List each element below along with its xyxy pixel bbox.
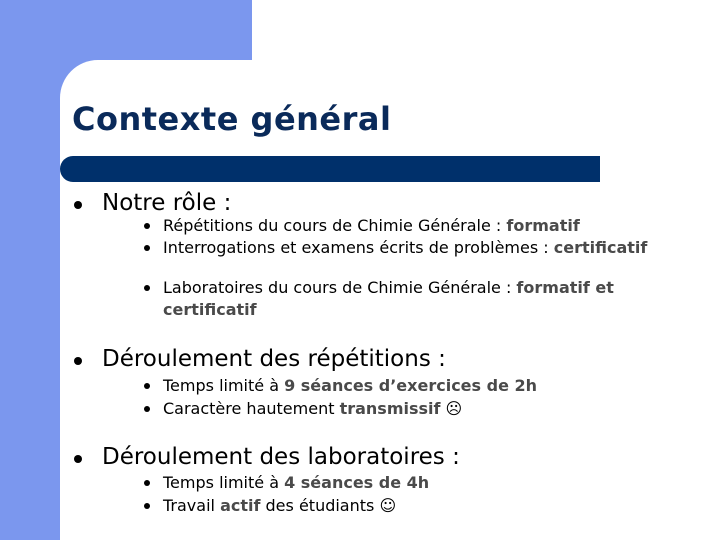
bullet-dot: [144, 383, 150, 389]
sub-bullet: [163, 472, 663, 494]
sub-bullet-emphasis: formatif: [506, 216, 580, 235]
sub-bullet: [163, 215, 663, 237]
bullet-dot: [74, 201, 82, 209]
bullet-dot: [144, 223, 150, 229]
sub-bullet-emphasis: transmissif: [339, 399, 441, 418]
sub-bullet-text: Caractère hautement: [163, 399, 340, 418]
bullet-dot: [144, 503, 150, 509]
bullet-dot: [144, 245, 150, 251]
sub-bullet: [163, 237, 663, 259]
bullet-heading: Notre rôle :: [102, 190, 232, 216]
sub-bullet-text: Temps limité à: [163, 376, 285, 395]
slide-title: Contexte général: [72, 100, 392, 138]
sub-bullet: [163, 277, 663, 321]
bullet-dot: [144, 285, 150, 291]
sub-bullet-text-after: des étudiants ☺: [260, 496, 397, 515]
sub-bullet-text: Interrogations et examens écrits de problèmes :: [163, 238, 554, 257]
frown-icon: ☹: [440, 399, 463, 418]
sub-bullet-emphasis: actif: [220, 496, 261, 515]
sub-bullet-text: Laboratoires du cours de Chimie Générale :: [163, 278, 517, 297]
sub-bullet: [163, 375, 663, 397]
sub-bullet-emphasis: 4 séances de 4h: [284, 473, 430, 492]
bullet-heading: Déroulement des laboratoires :: [102, 444, 460, 470]
sub-bullet-emphasis: certificatif: [553, 238, 648, 257]
sub-bullet-emphasis: formatif et certificatif: [163, 278, 614, 319]
sub-bullet-text: Répétitions du cours de Chimie Générale :: [163, 216, 507, 235]
bullet-repetitions: [102, 346, 446, 372]
bullet-notre-role: [102, 190, 231, 216]
sub-bullet-text: Temps limité à: [163, 473, 285, 492]
bullet-dot: [74, 455, 82, 463]
bullet-dot: [144, 480, 150, 486]
bullet-heading: Déroulement des répétitions :: [102, 346, 446, 372]
bullet-laboratoires: [102, 444, 460, 470]
sub-bullet-text: Travail: [163, 496, 221, 515]
bullet-dot: [144, 406, 150, 412]
sub-bullet: [163, 495, 663, 517]
sub-bullet: [163, 398, 663, 420]
bullet-dot: [74, 357, 82, 365]
sub-bullet-emphasis: 9 séances d’exercices de 2h: [284, 376, 538, 395]
